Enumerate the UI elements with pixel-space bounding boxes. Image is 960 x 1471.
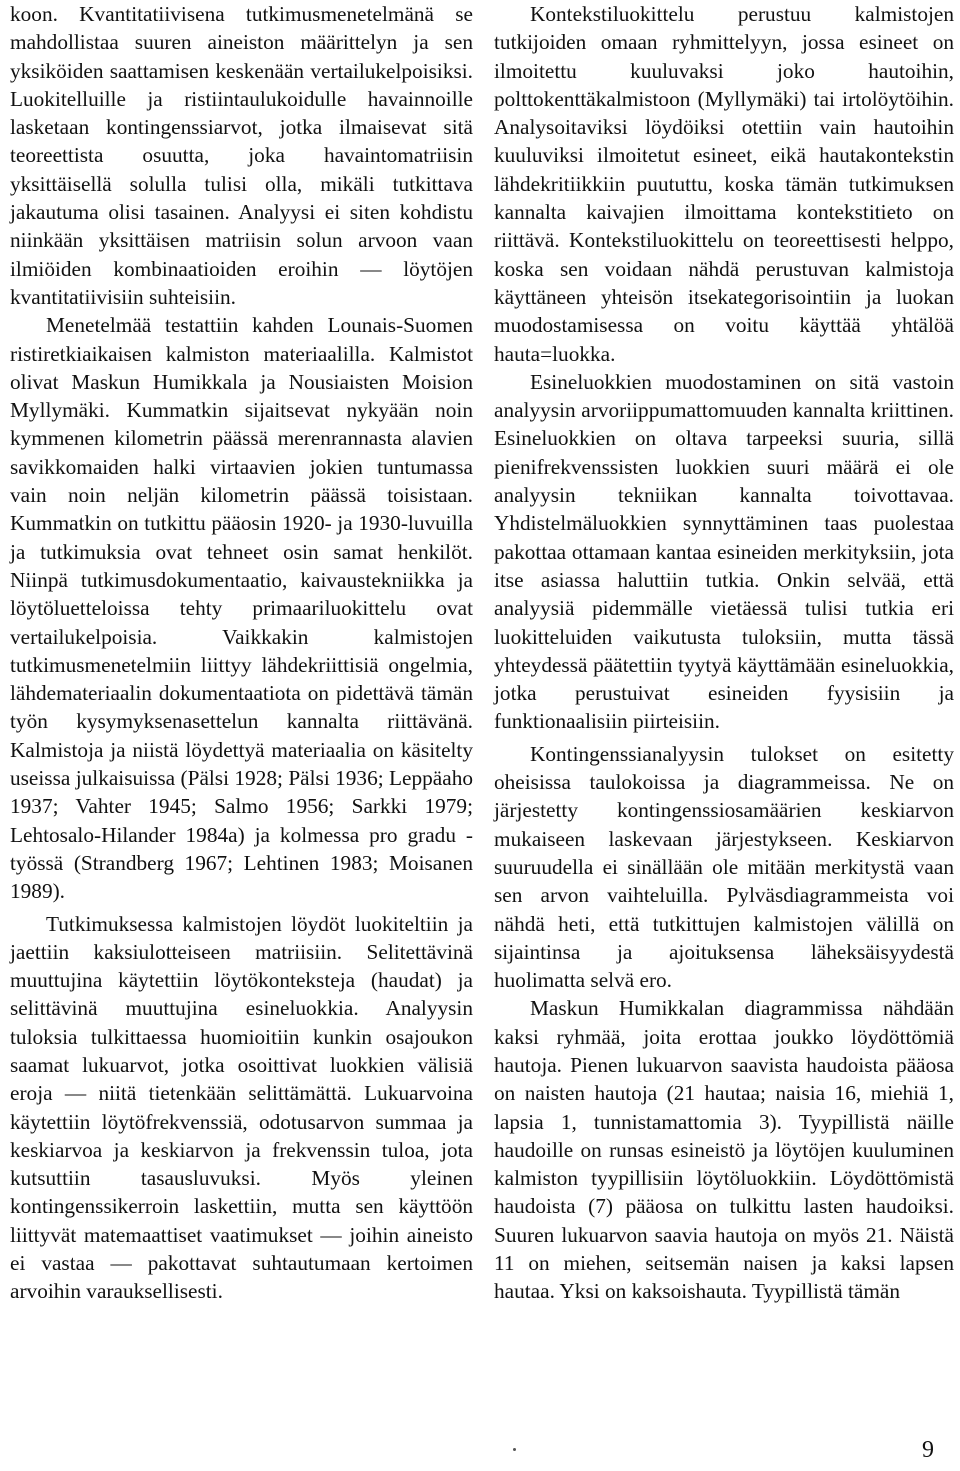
- page-number: 9: [922, 1437, 934, 1463]
- paragraph: Esineluokkien muodostaminen on sitä vastoin analyysin arvoriippumattomuuden kannalta kriittinen. Esineluokkien on oltava tarpeeksi suuria, sillä pienifrekvenssisten luokkien suuri määrä ei ole analyysin tekniikan kannalta toivottavaa. Yhdistelmäluokkien synnyttäminen taas puolestaa pakottaa ottamaan kantaa esineiden merkityksiin, jota itse asiassa haluttiin tutkia. Onkin selvää, että analyysiä pidemmälle vietäessä tulisi tutkia eri luokitteluiden vaikutusta tuloksiin, mutta tässä yhteydessä päätettiin tyytyä käyttämään esineluokkia, jotka perustuivat esineiden fyysisiin ja funktionaalisiin piirteisiin.: [494, 369, 954, 734]
- stray-dot-mark: [513, 1448, 516, 1451]
- paragraph: Menetelmää testattiin kahden Lounais-Suomen ristiretkiaikaisen kalmiston materiaalilla. Kalmistot olivat Maskun Humikkala ja Nousiaisten Moision Myllymäki. Kummatkin sijaitsevat nykyään noin kymmenen kilometrin päässä merenrannasta alavien savikkomaiden halki virtaavien jokien tuntumassa vain noin neljän kilometrin päässä toisistaan. Kummatkin on tutkittu pääosin 1920- ja 1930-luvuilla ja tutkimuksia ovat tehneet osin samat henkilöt. Niinpä tutkimusdokumentaatio, kaivaustekniikka ja löytöluetteloissa tehty primaariluokittelu ovat vertailukelpoisia. Vaikkakin kalmistojen tutkimusmenetelmiin liittyy lähdekriittisiä ongelmia, lähdemateriaalin dokumentaatiota on pidettävä tämän työn kysymyksenasettelun kannalta riittävänä. Kalmistoja ja niistä löydettyä materiaalia on käsitelty useissa julkaisuissa (Pälsi 1928; Pälsi 1936; Leppäaho 1937; Vahter 1945; Salmo 1956; Sarkki 1979; Lehtosalo-Hilander 1984a) ja kolmessa pro gradu -työssä (Strandberg 1967; Lehtinen 1983; Moisanen 1989).: [10, 313, 473, 904]
- paragraph: Maskun Humikkalan diagrammissa nähdään kaksi ryhmää, joita erottaa joukko löydöttömiä hautoja. Pienen lukuarvon saavista haudoista pääosa on naisten hautoja (21 hautaa; naisia 16, miehiä 1, lapsia 1, tunnistamattomia 3). Tyypillistä näille haudoille on runsas esineistö ja löytöjen kuuluminen kalmiston tyypillisiin löytöluokkiin. Löydöttömistä haudoista (7) pääosa on tulkittu lasten haudoiksi. Suuren lukuarvon saavia hautoja on myös 21. Näistä 11 on miehen, seitsemän naisen ja kaksi lapsen hautaa. Yksi on kaksoishauta. Tyypillistä tämän: [494, 996, 954, 1304]
- paragraph: koon. Kvantitatiivisena tutkimusmenetelmänä se mahdollistaa suuren aineiston määrittelyn ja sen yksiköiden saattamisen keskenään vertailukelpoisiksi. Luokitelluille ja ristiintaulukoidulle havainnoille lasketaan kontingenssiarvot, jotka ilmaisevat sitä teoreettista osuutta, joka havaintomatriisin yksittäisellä solulla tulisi olla, mikäli tutkittava jakautuma olisi tasainen. Analyysi ei siten kohdistu niinkään yksittäisen matriisin solun arvoon vaan ilmiöiden kombinaatioiden eroihin — löytöjen kvantitatiivisiin suhteisiin.: [10, 2, 473, 309]
- paragraph: Kontekstiluokittelu perustuu kalmistojen tutkijoiden omaan ryhmittelyyn, jossa esineet on ilmoitettu kuuluvaksi joko hautoihin, polttokenttäkalmistoon (Myllymäki) tai irtolöytöihin. Analysoitaviksi löydöiksi otettiin vain hautoihin kuuluviksi ilmoitetut esineet, eikä hautakontekstin lähdekritiikkiin puututtu, koska tämän tutkimuksen kannalta kaivajien ilmoittama kontekstitieto on riittävä. Kontekstiluokittelu on teoreettisesti helppo, koska sen voidaan nähdä perustuvan kalmistoja käyttäneen yhteisön itsekategorisointiin ja luokan muodostamisessa on voitu käyttää yhtälöä hauta=luokka.: [494, 2, 954, 366]
- paragraph: Kontingenssianalyysin tulokset on esitetty oheisissa taulokoissa ja diagrammeissa. Ne on järjestetty kontingenssiosamäärien keskiarvon mukaiseen laskevaan järjestykseen. Keskiarvon suuruudella ei sinällään ole mitään merkitystä vaan sen arvon vaihteluilla. Pylväsdiagrammeista voi nähdä heti, että tutkittujen kalmistojen välillä on sijaintinsa ja ajoituksensa läheksäisyydestä huolimatta selvä ero.: [494, 741, 954, 993]
- left-text-column: [10, 0, 473, 1306]
- paragraph: Tutkimuksessa kalmistojen löydöt luokiteltiin ja jaettiin kaksiulotteiseen matriisiin. Selitettävinä muuttujina käytettiin löytökonteksteja (haudat) ja selittävinä muuttujina esineluokkia. Analyysin tuloksia tulkittaessa huomioitiin kunkin osajoukon saamat lukuarvot, jotka osoittivat luokkien välisiä eroja — niitä tietenkään selittämättä. Lukuarvoina käytettiin löytöfrekvenssiä, odotusarvon summaa ja keskiarvoa ja keskiarvon ja frekvenssin tuloa, jota kutsuttiin tasausluvuksi. Myös yleinen kontingenssikerroin laskettiin, mutta sen käyttöön liittyvät matemaattiset vaatimukset — joihin aineisto ei vastaa — pakottavat suhtautumaan kertoimen arvoihin varauksellisesti.: [10, 911, 473, 1304]
- right-text-column: [494, 0, 954, 1306]
